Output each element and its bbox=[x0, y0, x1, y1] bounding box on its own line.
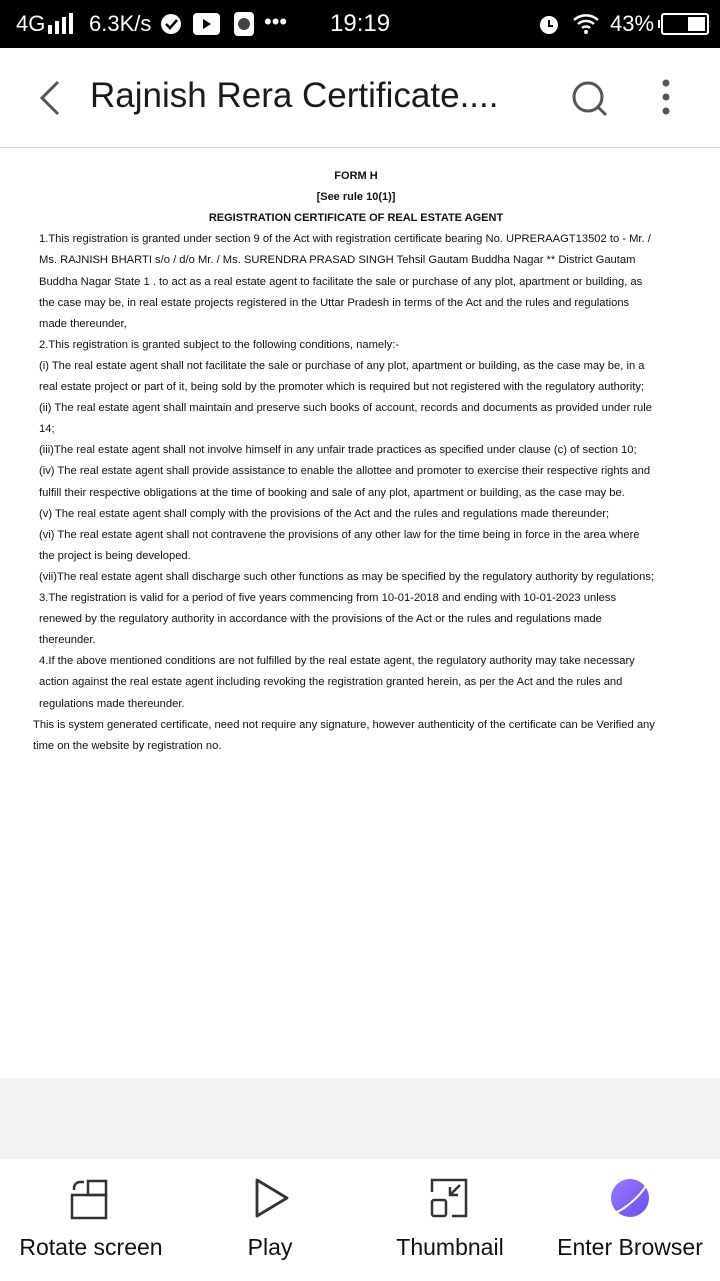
enter-browser-button[interactable] bbox=[550, 1158, 710, 1281]
document-text-line: Buddha Nagar State 1 . to act as a real estate agent to facilitate the sale or purchase of any plot, apartment or building, as bbox=[39, 275, 643, 288]
document-text-line: 1.This registration is granted under section 9 of the Act with registration certificate bearing No. UPRERAAGT13502 to - Mr. / bbox=[39, 233, 651, 246]
document-text-line: the case may be, in real estate projects registered in the Uttar Pradesh in terms of the Act and the rules and regulations bbox=[39, 296, 630, 309]
document-heading: FORM H bbox=[334, 170, 378, 182]
youtube-icon bbox=[193, 13, 220, 35]
browser-planet-icon bbox=[608, 1176, 652, 1220]
play-icon bbox=[252, 1176, 292, 1220]
document-text-line: (iv) The real estate agent shall provide assistance to enable the allottee and promoter to exercise their respective rights and bbox=[39, 465, 651, 478]
document-title: Rajnish Rera Certificate.... bbox=[90, 76, 499, 115]
rotate-screen-button[interactable] bbox=[0, 1158, 182, 1281]
document-text-line: (iii)The real estate agent shall not involve himself in any unfair trade practices as specified under clause (c) of section 10; bbox=[39, 444, 637, 457]
document-text-line: (vii)The real estate agent shall discharge such other functions as may be specified by the regulatory authority by regulations; bbox=[39, 570, 655, 583]
more-options-button[interactable] bbox=[660, 78, 672, 118]
search-button[interactable] bbox=[571, 80, 609, 118]
back-button[interactable] bbox=[36, 80, 62, 116]
document-heading: [See rule 10(1)] bbox=[316, 191, 396, 204]
page-background bbox=[0, 1078, 720, 1157]
signal-icon bbox=[48, 13, 76, 35]
document-text-line: made thereunder, bbox=[39, 317, 127, 330]
document-text-line: (i) The real estate agent shall not facilitate the sale or purchase of any plot, apartment or building, as the case may be, in a bbox=[39, 359, 645, 372]
document-text-line: 14; bbox=[39, 423, 55, 436]
document-text-line: (v) The real estate agent shall comply with the provisions of the Act and the rules and regulations made thereunder; bbox=[39, 507, 610, 520]
document-text-line: renewed by the regulatory authority in accordance with the provisions of the Act or the rules and regulations made bbox=[39, 613, 602, 626]
battery-icon bbox=[658, 13, 710, 35]
wifi-icon bbox=[572, 12, 604, 36]
document-text-line: (vi) The real estate agent shall not contravene the provisions of any other law for the time being in force in the area where bbox=[39, 528, 640, 541]
document-text-line: regulations made thereunder. bbox=[39, 697, 185, 710]
network-speed: 6.3K/s bbox=[89, 11, 152, 36]
thumbnail-label: Thumbnail bbox=[396, 1234, 504, 1260]
more-notifications: ••• bbox=[264, 9, 288, 34]
clock: 19:19 bbox=[330, 10, 391, 37]
status-bar bbox=[0, 0, 720, 48]
app-icon bbox=[234, 12, 254, 36]
enter-browser-label: Enter Browser bbox=[557, 1234, 703, 1260]
document-heading: REGISTRATION CERTIFICATE OF REAL ESTATE AGENT bbox=[208, 212, 504, 225]
document-text-line: thereunder. bbox=[39, 634, 96, 647]
network-type: 4G bbox=[16, 11, 46, 36]
rotate-screen-icon bbox=[70, 1176, 110, 1220]
thumbnail-button[interactable] bbox=[380, 1158, 520, 1281]
document-text-line: 2.This registration is granted subject to the following conditions, namely:- bbox=[39, 338, 400, 351]
bottom-toolbar bbox=[0, 1157, 720, 1281]
document-text-line: 3.The registration is valid for a period of five years commencing from 10-01-2018 and ending with 10-01-2023 unless bbox=[39, 592, 617, 604]
battery-percent: 43% bbox=[610, 11, 655, 36]
play-button[interactable] bbox=[200, 1158, 340, 1281]
document-text-line: This is system generated certificate, need not require any signature, however authenticity of the certificate can be Verified any bbox=[33, 718, 655, 731]
document-text-line: time on the website by registration no. bbox=[33, 739, 222, 752]
document-text-line: action against the real estate agent including revoking the registration granted herein, as per the Act and the rules and bbox=[39, 676, 623, 689]
play-label: Play bbox=[247, 1234, 293, 1260]
app-header bbox=[0, 48, 720, 148]
document-text-line: the project is being developed. bbox=[39, 549, 191, 562]
rotate-screen-label: Rotate screen bbox=[19, 1234, 163, 1260]
check-icon bbox=[160, 13, 182, 35]
document-text-line: real estate project or part of it, being sold by the promoter which is required but not registered with the regulatory authority; bbox=[39, 381, 645, 393]
pdf-page[interactable] bbox=[0, 148, 720, 1078]
thumbnail-icon bbox=[430, 1176, 470, 1220]
document-text-line: (ii) The real estate agent shall maintain and preserve such books of account, records and documents as provided under rule bbox=[39, 402, 652, 415]
document-text-line: 4.If the above mentioned conditions are not fulfilled by the real estate agent, the regulatory authority may take necessary bbox=[39, 655, 635, 668]
document-text-line: fulfill their respective obligations at the time of booking and sale of any plot, apartment or building, as the case may be. bbox=[39, 486, 625, 499]
document-text-line: Ms. RAJNISH BHARTI s/o / d/o Mr. / Ms. SURENDRA PRASAD SINGH Tehsil Gautam Buddha Nagar ** District Gautam bbox=[39, 254, 636, 267]
alarm-icon bbox=[537, 12, 561, 36]
